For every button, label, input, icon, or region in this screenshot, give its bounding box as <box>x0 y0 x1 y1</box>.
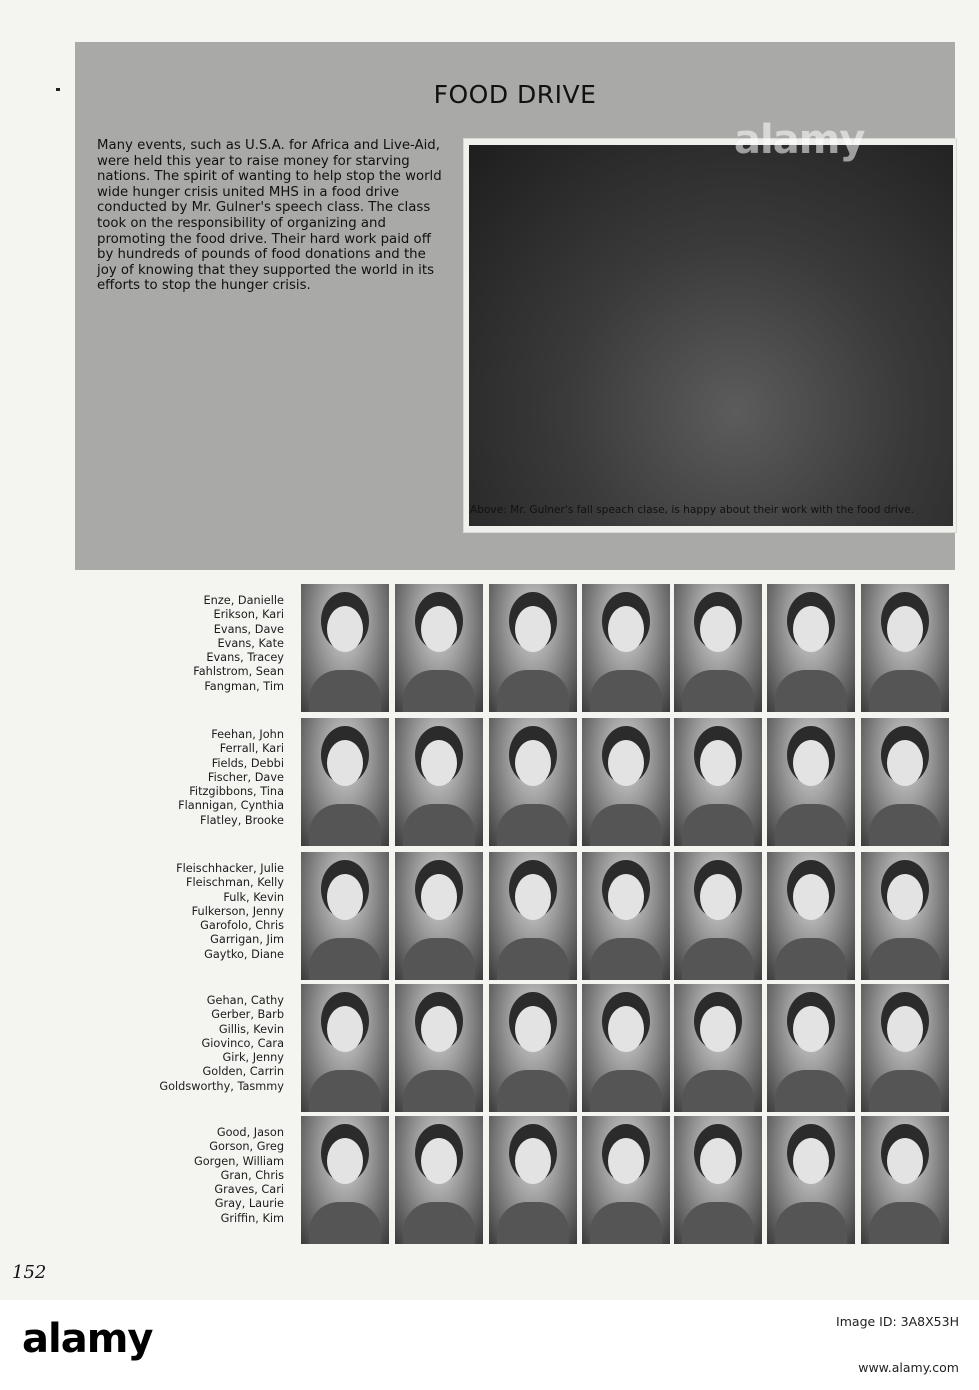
student-name: Girk, Jenny <box>222 1051 284 1065</box>
portrait-body <box>682 1070 754 1112</box>
student-portrait <box>489 718 577 846</box>
portrait-head <box>421 874 457 920</box>
student-portrait <box>301 584 389 712</box>
portrait-head <box>700 606 736 652</box>
student-portrait <box>582 584 670 712</box>
portrait-head <box>887 874 923 920</box>
portrait-body <box>403 804 475 846</box>
student-name-list <box>100 994 284 1094</box>
student-portrait <box>674 584 762 712</box>
student-portrait <box>674 1116 762 1244</box>
portrait-head <box>515 874 551 920</box>
portrait-body <box>590 1070 662 1112</box>
food-drive-panel <box>75 42 955 570</box>
portrait-body <box>309 670 381 712</box>
portrait-body <box>403 670 475 712</box>
portrait-head <box>700 1138 736 1184</box>
portrait-body <box>869 938 941 980</box>
student-portrait <box>767 984 855 1112</box>
photo-caption: Above: Mr. Gulner's fall speach clase, is happy about their work with the food drive. <box>470 504 915 516</box>
student-portrait <box>674 984 762 1112</box>
student-name: Gray, Laurie <box>214 1197 284 1211</box>
portrait-body <box>403 1202 475 1244</box>
article-text: Many events, such as U.S.A. for Africa and Live-Aid, were held this year to raise money for starving nations. The spirit of wanting to help stop the world wide hunger crisis united MHS in a food drive conducted by Mr. Gulner's speech class. The class took on the responsibility of organizing and promoting the food drive. Their hard work paid off by hundreds of pounds of food donations and the joy of knowing that they supported the world in its efforts to stop the hunger crisis. <box>97 138 442 294</box>
portrait-row <box>0 718 979 848</box>
student-name: Gerber, Barb <box>211 1008 284 1022</box>
portrait-head <box>700 1006 736 1052</box>
portrait-row <box>0 1116 979 1246</box>
student-portrait <box>301 718 389 846</box>
student-name: Gorgen, William <box>194 1154 284 1168</box>
student-portrait <box>489 1116 577 1244</box>
student-portrait <box>301 1116 389 1244</box>
student-name: Erikson, Kari <box>213 608 284 622</box>
student-portrait <box>489 852 577 980</box>
portrait-head <box>700 874 736 920</box>
student-name: Fields, Debbi <box>211 756 284 770</box>
student-name: Gaytko, Diane <box>204 947 284 961</box>
student-name: Gehan, Cathy <box>206 994 284 1007</box>
student-portrait <box>861 984 949 1112</box>
portrait-head <box>700 740 736 786</box>
portrait-body <box>309 1202 381 1244</box>
student-name: Fleischhacker, Julie <box>176 862 284 875</box>
student-name: Griffin, Kim <box>220 1211 284 1225</box>
page-number: 152 <box>12 1262 47 1283</box>
student-name-list <box>100 728 284 828</box>
portrait-body <box>403 938 475 980</box>
student-name: Garrigan, Jim <box>210 933 284 947</box>
portrait-head <box>421 1138 457 1184</box>
portrait-head <box>608 606 644 652</box>
section-title: FOOD DRIVE <box>433 80 597 109</box>
portrait-body <box>497 804 569 846</box>
student-name: Gorson, Greg <box>209 1140 284 1154</box>
portrait-head <box>327 740 363 786</box>
stock-footer <box>0 1300 979 1390</box>
portrait-head <box>515 606 551 652</box>
portrait-body <box>869 1202 941 1244</box>
student-name: Flannigan, Cynthia <box>178 799 284 813</box>
student-portrait <box>489 584 577 712</box>
student-name: Goldsworthy, Tasmmy <box>159 1079 284 1093</box>
student-portrait <box>582 718 670 846</box>
portrait-body <box>775 670 847 712</box>
student-portrait <box>767 1116 855 1244</box>
student-name: Gran, Chris <box>220 1168 284 1182</box>
portrait-body <box>682 938 754 980</box>
portrait-head <box>887 1138 923 1184</box>
student-portrait <box>395 852 483 980</box>
portrait-head <box>327 874 363 920</box>
portrait-head <box>793 1138 829 1184</box>
student-name: Gillis, Kevin <box>218 1022 284 1036</box>
portrait-body <box>309 1070 381 1112</box>
portrait-row <box>0 984 979 1114</box>
student-name: Evans, Tracey <box>206 651 284 665</box>
student-portrait <box>861 852 949 980</box>
portrait-body <box>590 670 662 712</box>
portrait-head <box>421 1006 457 1052</box>
portrait-head <box>515 1006 551 1052</box>
student-name: Enze, Danielle <box>203 594 284 607</box>
ink-dot <box>56 88 60 91</box>
portrait-body <box>682 1202 754 1244</box>
portrait-head <box>421 740 457 786</box>
portrait-body <box>590 938 662 980</box>
student-portrait <box>395 984 483 1112</box>
student-name: Evans, Kate <box>217 636 284 650</box>
student-portrait <box>301 852 389 980</box>
student-portrait <box>861 584 949 712</box>
watermark: alamy <box>734 117 865 163</box>
student-name: Fahlstrom, Sean <box>193 665 284 679</box>
group-photo-frame <box>463 117 957 533</box>
student-name: Fangman, Tim <box>204 679 284 693</box>
student-name: Good, Jason <box>216 1126 284 1139</box>
portrait-body <box>309 938 381 980</box>
portrait-body <box>682 670 754 712</box>
student-portrait <box>767 584 855 712</box>
student-portrait <box>674 852 762 980</box>
student-name: Graves, Cari <box>214 1183 284 1197</box>
student-portrait <box>674 718 762 846</box>
student-name: Fischer, Dave <box>207 770 284 784</box>
portrait-head <box>887 606 923 652</box>
student-name: Feehan, John <box>211 728 284 741</box>
student-name: Ferrall, Kari <box>219 742 284 756</box>
portrait-head <box>608 1138 644 1184</box>
student-name: Fulkerson, Jenny <box>191 904 284 918</box>
student-name-list <box>100 1126 284 1226</box>
student-portrait <box>395 1116 483 1244</box>
student-portrait <box>395 718 483 846</box>
portrait-head <box>793 874 829 920</box>
student-portrait <box>767 718 855 846</box>
portrait-body <box>497 670 569 712</box>
student-portrait <box>489 984 577 1112</box>
portrait-head <box>421 606 457 652</box>
portrait-body <box>497 938 569 980</box>
student-name-list <box>100 594 284 694</box>
portrait-head <box>793 606 829 652</box>
student-portrait <box>301 984 389 1112</box>
group-photo <box>469 145 953 526</box>
portrait-head <box>327 1006 363 1052</box>
student-portrait <box>767 852 855 980</box>
portrait-head <box>608 740 644 786</box>
image-id: Image ID: 3A8X53H <box>836 1314 959 1329</box>
portrait-body <box>497 1202 569 1244</box>
student-name: Fitzgibbons, Tina <box>189 785 284 799</box>
portrait-body <box>775 804 847 846</box>
student-name: Giovinco, Cara <box>201 1036 284 1050</box>
portrait-body <box>775 938 847 980</box>
portrait-body <box>590 804 662 846</box>
portrait-body <box>682 804 754 846</box>
portrait-body <box>775 1070 847 1112</box>
portrait-body <box>403 1070 475 1112</box>
student-name-list <box>100 862 284 962</box>
student-name: Garofolo, Chris <box>200 919 284 933</box>
student-name: Fulk, Kevin <box>223 890 284 904</box>
portrait-head <box>608 874 644 920</box>
portrait-body <box>869 670 941 712</box>
portrait-head <box>515 740 551 786</box>
portrait-body <box>775 1202 847 1244</box>
portrait-row <box>0 584 979 714</box>
portrait-body <box>869 1070 941 1112</box>
student-portrait <box>395 584 483 712</box>
portrait-head <box>793 740 829 786</box>
portrait-body <box>869 804 941 846</box>
student-portrait <box>582 984 670 1112</box>
portrait-head <box>515 1138 551 1184</box>
student-portrait <box>582 852 670 980</box>
portrait-head <box>327 1138 363 1184</box>
student-name: Golden, Carrin <box>202 1065 284 1079</box>
portrait-head <box>887 740 923 786</box>
portrait-head <box>327 606 363 652</box>
student-portrait <box>582 1116 670 1244</box>
portrait-body <box>309 804 381 846</box>
alamy-logo: alamy <box>22 1316 153 1362</box>
portrait-body <box>590 1202 662 1244</box>
student-portrait <box>861 718 949 846</box>
site-url[interactable]: www.alamy.com <box>858 1360 959 1375</box>
student-name: Evans, Dave <box>213 622 284 636</box>
portrait-head <box>887 1006 923 1052</box>
student-portrait <box>861 1116 949 1244</box>
portrait-head <box>608 1006 644 1052</box>
portrait-row <box>0 852 979 982</box>
student-name: Fleischman, Kelly <box>185 876 284 890</box>
student-name: Flatley, Brooke <box>199 813 284 827</box>
portrait-body <box>497 1070 569 1112</box>
portrait-head <box>793 1006 829 1052</box>
